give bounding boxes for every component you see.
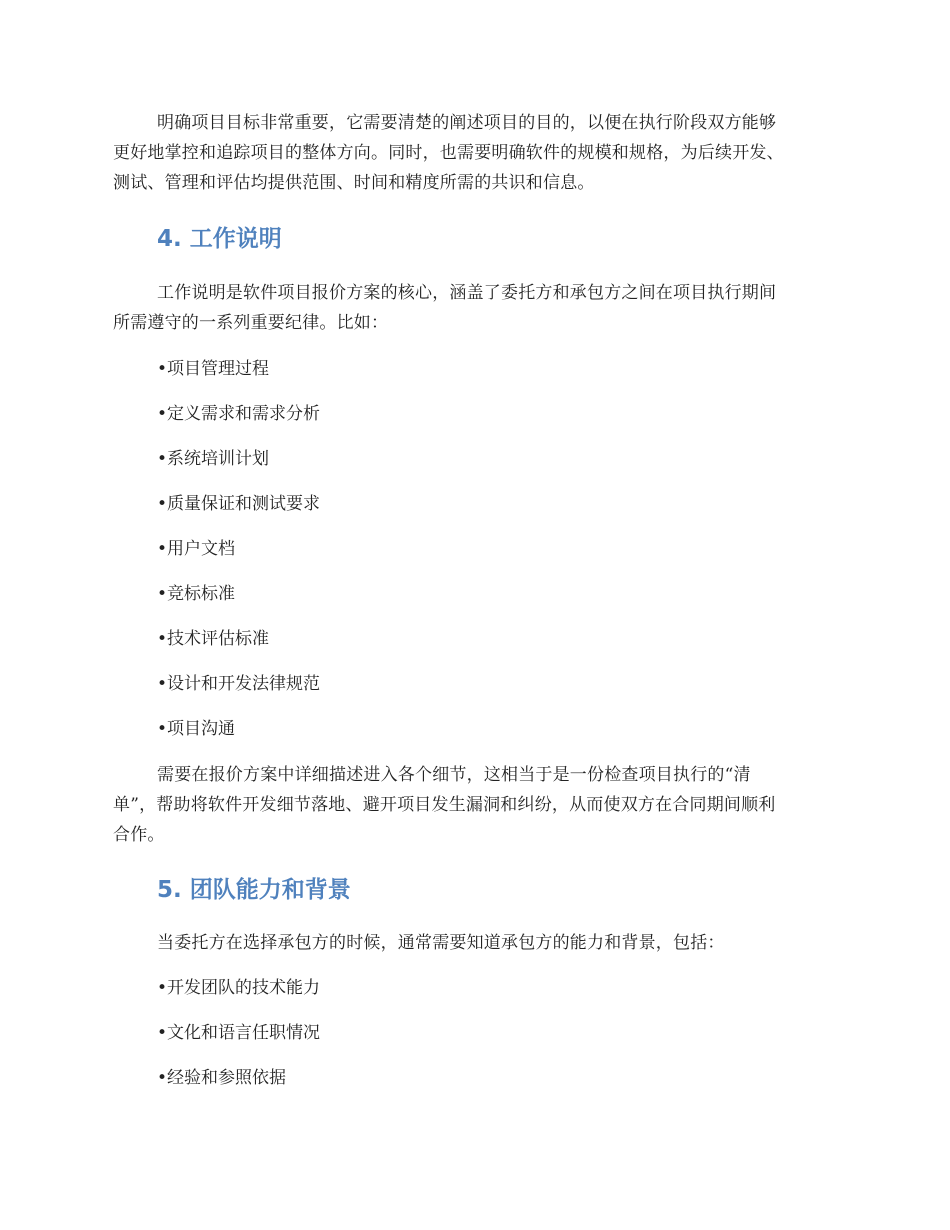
team-capability-paragraph (113, 928, 833, 958)
list-item-label: 用户文档 (167, 539, 235, 559)
list-item (157, 1065, 286, 1091)
list-item (157, 1020, 320, 1046)
paragraph-line: 单”，帮助将软件开发细节落地、避开项目发生漏洞和纠纷，从而使双方在合同期间顺利 (113, 795, 776, 815)
list-item-label: 项目管理过程 (167, 359, 269, 379)
list-item-label: 开发团队的技术能力 (167, 978, 320, 998)
bullet-icon: • (157, 584, 168, 604)
bullet-icon: • (157, 629, 168, 649)
bullet-icon: • (157, 719, 168, 739)
bullet-icon: • (157, 359, 168, 379)
list-item (157, 626, 269, 652)
work-description-paragraph (113, 278, 833, 338)
bullet-icon: • (157, 978, 168, 998)
list-item-label: 竞标标准 (167, 584, 235, 604)
list-item-label: 技术评估标准 (167, 629, 269, 649)
intro-paragraph (113, 108, 833, 198)
list-item-label: 设计和开发法律规范 (167, 674, 320, 694)
list-item (157, 671, 320, 697)
paragraph-line: 当委托方在选择承包方的时候，通常需要知道承包方的能力和背景，包括： (157, 933, 725, 953)
list-item (157, 491, 320, 517)
list-item-label: 经验和参照依据 (167, 1068, 286, 1088)
closing-paragraph (113, 760, 833, 850)
section-heading-work-description: 4. 工作说明 (157, 226, 282, 252)
paragraph-line: 明确项目目标非常重要，它需要清楚的阐述项目的目的，以便在执行阶段双方能够 (157, 113, 777, 133)
bullet-icon: • (157, 1023, 168, 1043)
bullet-icon: • (157, 674, 168, 694)
paragraph-line: 工作说明是软件项目报价方案的核心，涵盖了委托方和承包方之间在项目执行期间 (157, 283, 777, 303)
bullet-icon: • (157, 1068, 168, 1088)
bullet-icon: • (157, 404, 168, 424)
paragraph-line: 更好地掌控和追踪项目的整体方向。同时，也需要明确软件的规模和规格，为后续开发、 (113, 143, 784, 163)
list-item-label: 系统培训计划 (167, 449, 269, 469)
list-item (157, 581, 235, 607)
list-item-label: 项目沟通 (167, 719, 235, 739)
list-item (157, 975, 320, 1001)
list-item (157, 401, 320, 427)
paragraph-line: 需要在报价方案中详细描述进入各个细节，这相当于是一份检查项目执行的“清 (157, 765, 751, 785)
list-item (157, 446, 269, 472)
bullet-icon: • (157, 494, 168, 514)
section-heading-team-capability: 5. 团队能力和背景 (157, 877, 351, 903)
list-item (157, 716, 235, 742)
list-item-label: 质量保证和测试要求 (167, 494, 320, 514)
list-item (157, 356, 269, 382)
paragraph-line: 合作。 (113, 825, 165, 845)
list-item-label: 定义需求和需求分析 (167, 404, 320, 424)
bullet-icon: • (157, 449, 168, 469)
list-item (157, 536, 235, 562)
bullet-icon: • (157, 539, 168, 559)
paragraph-line: 所需遵守的一系列重要纪律。比如： (113, 313, 389, 333)
list-item-label: 文化和语言任职情况 (167, 1023, 320, 1043)
paragraph-line: 测试、管理和评估均提供范围、时间和精度所需的共识和信息。 (113, 173, 595, 193)
